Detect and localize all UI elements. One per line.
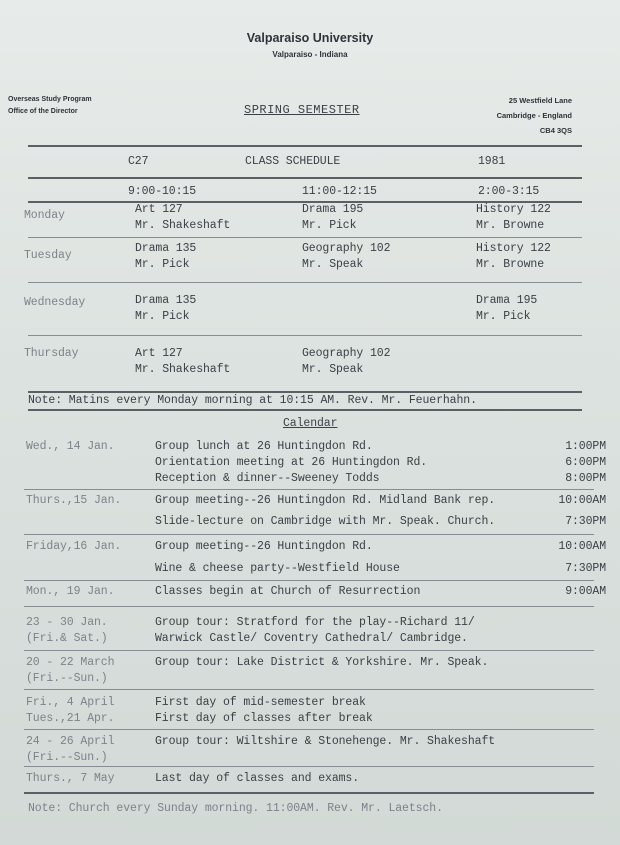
address-street: 25 Westfield Lane [508, 96, 572, 105]
event-time: 10:00AM [558, 540, 606, 553]
event-description: Slide-lecture on Cambridge with Mr. Speak. Church. [155, 515, 496, 528]
event-time: 9:00AM [565, 585, 606, 598]
instructor-name: Mr. Shakeshaft [135, 219, 231, 232]
course-name: Drama 195 [476, 294, 538, 307]
event-description: Classes begin at Church of Resurrection [155, 585, 421, 598]
schedule-year: 1981 [478, 155, 506, 168]
course-name: Geography 102 [302, 347, 391, 360]
calendar-divider [24, 766, 594, 767]
course-name: Drama 135 [135, 294, 197, 307]
calendar-divider [24, 689, 594, 690]
event-date: 23 - 30 Jan. [26, 616, 108, 629]
event-time: 7:30PM [565, 562, 606, 575]
day-label: Monday [24, 209, 65, 222]
row-divider [28, 282, 582, 283]
course-name: Geography 102 [302, 242, 391, 255]
event-description: First day of classes after break [155, 712, 373, 725]
event-description: Orientation meeting at 26 Huntingdon Rd. [155, 456, 428, 469]
institution-name: Valparaiso University [246, 31, 374, 45]
calendar-divider [24, 650, 594, 651]
rule-header [28, 177, 582, 179]
rule-footer [24, 792, 594, 794]
instructor-name: Mr. Browne [476, 258, 545, 271]
time-slot-2: 11:00-12:15 [302, 185, 377, 198]
day-label: Wednesday [24, 296, 86, 309]
event-description: Reception & dinner--Sweeney Todds [155, 472, 380, 485]
instructor-name: Mr. Pick [135, 310, 190, 323]
event-description: Group tour: Stratford for the play--Richard 11/ [155, 616, 475, 629]
semester-heading: SPRING SEMESTER [244, 103, 360, 117]
event-time: 6:00PM [565, 456, 606, 469]
event-date: (Fri.--Sun.) [26, 751, 108, 764]
event-date: (Fri.--Sun.) [26, 672, 108, 685]
time-slot-1: 9:00-10:15 [128, 185, 197, 198]
calendar-divider [24, 534, 594, 535]
event-time: 8:00PM [565, 472, 606, 485]
event-description: Group lunch at 26 Huntingdon Rd. [155, 440, 373, 453]
event-time: 7:30PM [565, 515, 606, 528]
course-name: Drama 195 [302, 203, 364, 216]
institution-location: Valparaiso - Indiana [272, 50, 348, 59]
event-description: First day of mid-semester break [155, 696, 366, 709]
event-date: Friday,16 Jan. [26, 540, 122, 553]
event-description: Last day of classes and exams. [155, 772, 360, 785]
event-description: Group tour: Wiltshire & Stonehenge. Mr. Shakeshaft [155, 735, 496, 748]
schedule-title: CLASS SCHEDULE [245, 155, 341, 168]
calendar-heading: Calendar [283, 417, 338, 430]
event-time: 1:00PM [565, 440, 606, 453]
course-name: Drama 135 [135, 242, 197, 255]
instructor-name: Mr. Speak [302, 258, 364, 271]
row-divider [28, 237, 582, 238]
event-description: Group meeting--26 Huntingdon Rd. Midland Bank rep. [155, 494, 496, 507]
event-date: Tues.,21 Apr. [26, 712, 115, 725]
course-name: History 122 [476, 203, 551, 216]
program-name: Overseas Study Program [8, 96, 92, 103]
day-label: Thursday [24, 347, 79, 360]
rule-top [28, 145, 582, 147]
event-description: Wine & cheese party--Westfield House [155, 562, 400, 575]
event-date: Wed., 14 Jan. [26, 440, 115, 453]
instructor-name: Mr. Pick [476, 310, 531, 323]
course-name: History 122 [476, 242, 551, 255]
instructor-name: Mr. Speak [302, 363, 364, 376]
event-description: Group meeting--26 Huntingdon Rd. [155, 540, 373, 553]
time-slot-3: 2:00-3:15 [478, 185, 540, 198]
calendar-divider [24, 606, 594, 607]
event-time: 10:00AM [558, 494, 606, 507]
schedule-code: C27 [128, 155, 149, 168]
event-date: 20 - 22 March [26, 656, 115, 669]
event-description: Warwick Castle/ Coventry Cathedral/ Cambridge. [155, 632, 468, 645]
matins-note: Note: Matins every Monday morning at 10:15 AM. Rev. Mr. Feuerhahn. [28, 394, 477, 407]
address-postcode: CB4 3QS [539, 126, 572, 135]
event-date: Thurs., 7 May [26, 772, 115, 785]
row-divider [28, 335, 582, 336]
instructor-name: Mr. Pick [135, 258, 190, 271]
rule-note-top [28, 391, 582, 393]
event-date: 24 - 26 April [26, 735, 115, 748]
course-name: Art 127 [135, 347, 183, 360]
calendar-divider [24, 580, 594, 581]
event-date: Mon., 19 Jan. [26, 585, 115, 598]
event-date: (Fri.& Sat.) [26, 632, 108, 645]
calendar-divider [24, 729, 594, 730]
office-name: Office of the Director [8, 108, 78, 115]
instructor-name: Mr. Browne [476, 219, 545, 232]
event-description: Group tour: Lake District & Yorkshire. Mr. Speak. [155, 656, 489, 669]
course-name: Art 127 [135, 203, 183, 216]
event-date: Thurs.,15 Jan. [26, 494, 122, 507]
event-date: Fri., 4 April [26, 696, 115, 709]
calendar-divider [24, 489, 594, 490]
instructor-name: Mr. Shakeshaft [135, 363, 231, 376]
day-label: Tuesday [24, 249, 72, 262]
address-city: Cambridge - England [496, 111, 572, 120]
church-note: Note: Church every Sunday morning. 11:00AM. Rev. Mr. Laetsch. [28, 802, 443, 815]
rule-note-bottom [28, 409, 582, 411]
instructor-name: Mr. Pick [302, 219, 357, 232]
